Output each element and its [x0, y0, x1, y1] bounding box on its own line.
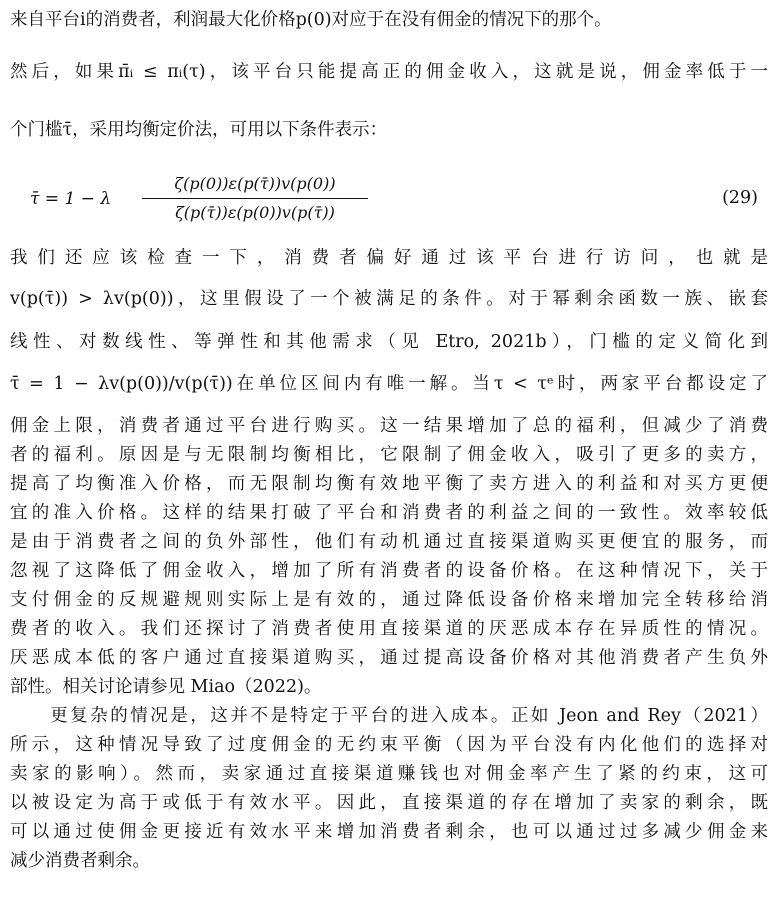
- text-line-2: 然后，如果π̄ᵢ ≤ πᵢ(τ)，该平台只能提高正的佣金收入，这就是说，佣金率低于一: [10, 62, 768, 82]
- text-line-11: 宜的准入价格。这样的结果打破了平台和消费者的利益之间的一致性。效率较低: [10, 503, 768, 523]
- text-line-3: 个门槛τ̄，采用均衡定价法，可用以下条件表示：: [10, 120, 388, 140]
- equation-fraction: [142, 172, 368, 225]
- equation-29: [30, 172, 590, 228]
- text-line-14: 支付佣金的反规避规则实际上是有效的，通过降低设备价格来增加完全转移给消: [10, 590, 768, 610]
- text-line-16: 厌恶成本低的客户通过直接渠道购买，通过提高设备价格对其他消费者产生负外: [10, 648, 768, 668]
- text-line-9: 者的福利。原因是与无限制均衡相比，它限制了佣金收入，吸引了更多的卖方，: [10, 445, 768, 465]
- equation-lhs: τ̄ = 1 − λ: [30, 189, 112, 209]
- text-line-19: 所示，这种情况导致了过度佣金的无约束平衡（因为平台没有内化他们的选择对: [10, 735, 768, 755]
- text-line-22: 可以通过使佣金更接近有效水平来增加消费者剩余，也可以通过过多减少佣金来: [10, 822, 768, 842]
- text-line-10: 提高了均衡准入价格，而无限制均衡有效地平衡了卖方进入的利益和对买方更便: [10, 474, 768, 494]
- text-line-12: 是由于消费者之间的负外部性，他们有动机通过直接渠道购买更便宜的服务，而: [10, 532, 768, 552]
- text-line-17: 部性。相关讨论请参见 Miao（2022)。: [10, 677, 322, 697]
- text-line-5: v(p(τ̄)) > λv(p(0))，这里假设了一个被满足的条件。对于幂剩余函数一族、嵌套: [10, 289, 768, 309]
- text-line-4: 我 们 还 应 该 检 查 一 下 ， 消 费 者 偏 好 通 过 该 平 台 进 行 访 问 ， 也 就 是: [10, 248, 768, 268]
- text-line-8: 佣金上限，消费者通过平台进行购买。这一结果增加了总的福利，但减少了消费: [10, 416, 768, 436]
- text-line-20: 卖家的影响）。然而，卖家通过直接渠道赚钱也对佣金率产生了紧的约束，这可: [10, 764, 768, 784]
- text-line-1: 来自平台i的消费者，利润最大化价格p(0)对应于在没有佣金的情况下的那个。: [10, 10, 612, 30]
- text-line-13: 忽视了这降低了佣金收入，增加了所有消费者的设备价格。在这种情况下，关于: [10, 561, 768, 581]
- equation-denominator: ζ(p(τ̄))ε(p(0))v(p(τ̄)): [175, 203, 335, 222]
- text-line-6: 线性、对数线性、等弹性和其他需求（见 Etro, 2021b），门槛的定义简化到: [10, 332, 768, 352]
- equation-numerator: ζ(p(0))ε(p(τ̄))v(p(0)): [174, 174, 336, 193]
- text-line-23: 减少消费者剩余。: [10, 851, 150, 871]
- text-line-7: τ̄ = 1 − λv(p(0))/v(p(τ̄))在单位区间内有唯一解。当τ < τᵉ时，两家平台都设定了: [10, 374, 768, 394]
- equation-number: (29): [722, 188, 758, 208]
- text-line-21: 以被设定为高于或低于有效水平。因此，直接渠道的存在增加了卖家的剩余，既: [10, 793, 768, 813]
- fraction-bar: [142, 198, 368, 199]
- text-line-15: 费者的收入。我们还探讨了消费者使用直接渠道的厌恶成本存在异质性的情况。: [10, 619, 768, 639]
- text-line-18: 更复杂的情况是，这并不是特定于平台的进入成本。正如 Jeon and Rey（2021）: [10, 706, 768, 726]
